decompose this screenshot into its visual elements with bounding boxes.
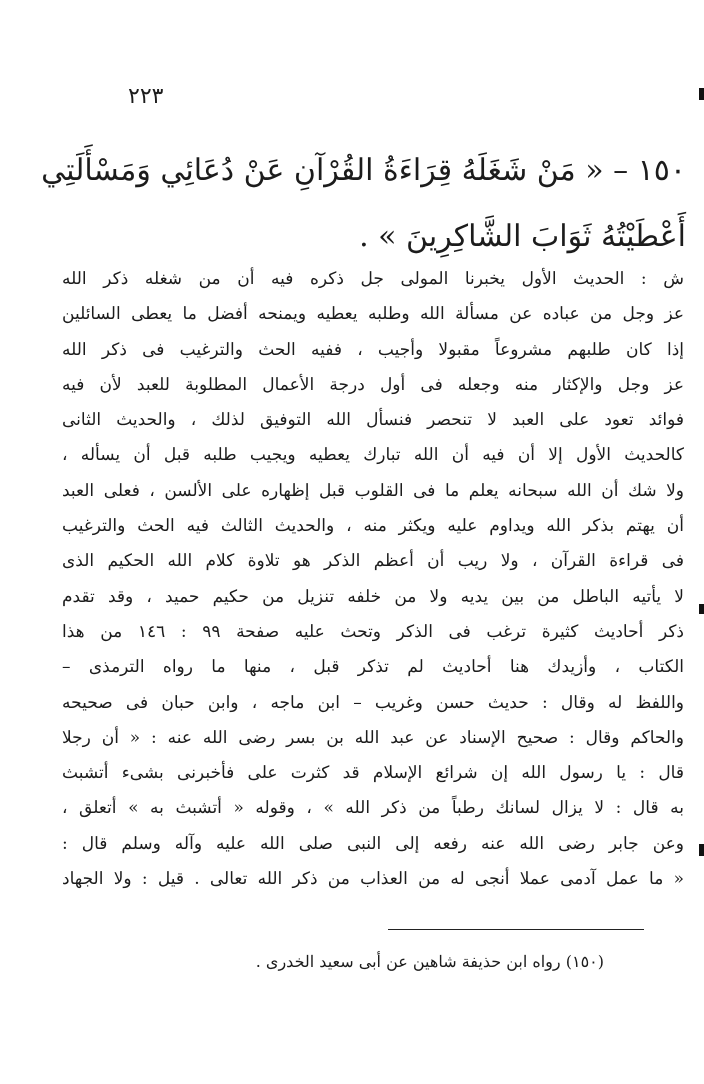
footnote-divider	[388, 929, 644, 930]
commentary-line: واللفظ له وقال : حديث حسن وغريب – ابن ماجه ، وابن حبان فى صحيحه	[62, 692, 684, 713]
commentary-line: « ما عمل آدمى عملا أنجى له من العذاب من ذكر الله تعالى . قيل : ولا الجهاد	[62, 869, 684, 890]
commentary-line: قال : يا رسول الله إن شرائع الإسلام قد كثرت على فأخبرنى بشىء أتشبث	[62, 763, 684, 784]
footnote: (١٥٠) رواه ابن حذيفة شاهين عن أبى سعيد الخدرى .	[255, 952, 604, 971]
page-edge-mark-middle	[699, 604, 704, 614]
hadith-line: ١٥٠ – « مَنْ شَغَلَهُ قِرَاءَةُ القُرْآنِ عَنْ دُعَائِي وَمَسْأَلَتِي	[41, 153, 686, 188]
commentary-line: الكتاب ، وأزيدك هنا أحاديث لم تذكر قبل ، منها ما رواه الترمذى –	[62, 657, 684, 678]
commentary-line: ذكر أحاديث كثيرة ترغب فى الذكر وتحث عليه صفحة ٩٩ : ١٤٦ من هذا	[62, 621, 684, 642]
commentary-line: عز وجل من عباده عن مسألة الله وطلبه يعطيه ويمنحه أفضل ما يعطى السائلين	[62, 304, 684, 325]
commentary-line: ولا شك أن الله سبحانه يعلم ما فى القلوب قبل إظهاره على الألسن ، فعلى العبد	[62, 480, 684, 501]
commentary-line: به قال : لا يزال لسانك رطباً من ذكر الله » ، وقوله « أتشبث به » أتعلق ،	[62, 798, 684, 819]
commentary-line: إذا كان طلبهم مشروعاً مقبولا وأجيب ، ففيه الحث والترغيب فى ذكر الله	[62, 339, 684, 360]
hadith-line: أَعْطَيْتُهُ ثَوَابَ الشَّاكِرِينَ » .	[359, 219, 686, 254]
commentary-line: فوائد تعود على العبد لا تنحصر فنسأل الله التوفيق لذلك ، والحديث الثانى	[62, 410, 684, 431]
commentary-body	[62, 262, 684, 897]
commentary-line: فى قراءة القرآن ، ولا ريب أن أعظم الذكر هو تلاوة كلام الله الحكيم الذى	[62, 551, 684, 572]
commentary-line: ش : الحديث الأول يخبرنا المولى جل ذكره فيه أن من شغله ذكر الله	[62, 269, 684, 289]
commentary-line: كالحديث الأول إلا أن فيه أن الله تبارك يعطيه ويجيب طلبه قبل أن يسأله ،	[62, 445, 684, 466]
commentary-line: والحاكم وقال : صحيح الإسناد عن عبد الله بن بسر رضى الله عنه : « أن رجلا	[62, 727, 684, 748]
hadith-text	[41, 138, 686, 270]
commentary-line: لا يأتيه الباطل من بين يديه ولا من خلفه تنزيل من حكيم حميد ، وقد تقدم	[62, 586, 684, 607]
page-number: ٢٢٣	[128, 84, 164, 109]
commentary-line: وعن جابر رضى الله عنه رفعه إلى النبى صلى الله عليه وآله وسلم قال :	[62, 833, 684, 854]
page-edge-mark-top	[699, 88, 704, 100]
page-edge-mark-bottom	[699, 844, 704, 856]
commentary-line: عز وجل والإكثار منه وجعله فى أول درجة الأعمال المطلوبة للعبد لأن فيه	[62, 374, 684, 395]
commentary-line: أن يهتم بذكر الله ويداوم عليه ويكثر منه ، والحديث الثالث فيه الحث والترغيب	[62, 516, 684, 537]
